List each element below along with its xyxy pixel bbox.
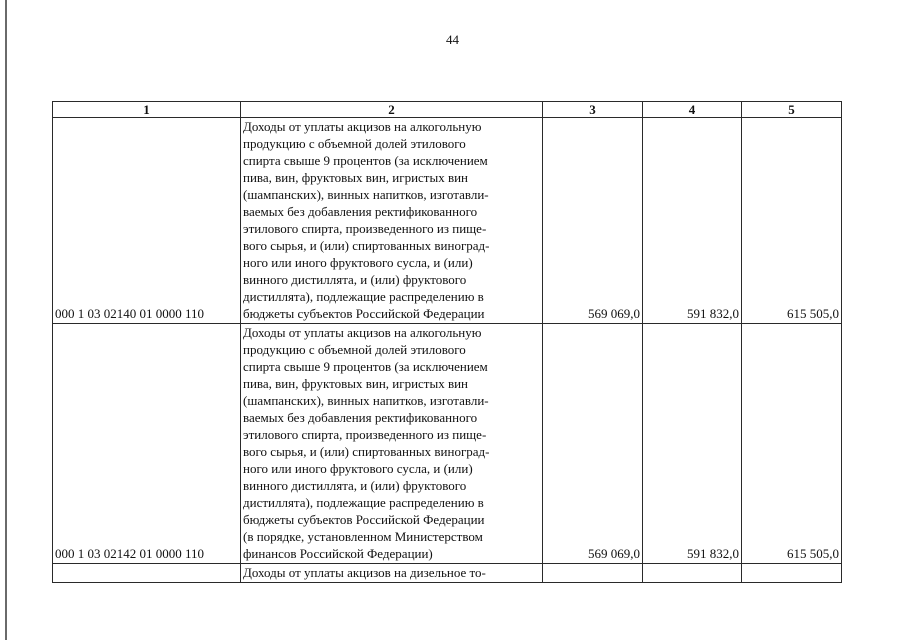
column-header-3: 3 — [543, 102, 643, 118]
page-number: 44 — [446, 32, 459, 47]
revenue-table — [52, 101, 842, 583]
table-row — [53, 324, 842, 564]
amount-cell-col3 — [543, 564, 643, 583]
table-row — [53, 564, 842, 583]
budget-code-cell: 000 1 03 02142 01 0000 110 — [53, 324, 241, 564]
amount-cell-col4: 591 832,0 — [643, 118, 742, 324]
table-row — [53, 118, 842, 324]
header-row — [53, 102, 842, 118]
income-name-cell: Доходы от уплаты акцизов на дизельное то- — [241, 564, 543, 583]
amount-cell-col5: 615 505,0 — [742, 324, 842, 564]
income-name-cell: Доходы от уплаты акцизов на алкогольную продукцию с объемной долей этилового спирта свыше 9 процентов (за исключением пива, вин, фруктовых вин, игристых вин (шампанских), винных напитков, изготавли- ваемых без добавления ректификованного этилового спирта, произведенного из пище- вого сырья, и (или) спиртованных виноград- ного или иного фруктового сусла, и (или) винного дистиллята, и (или) фруктового дистиллята), подлежащие распределению в бюджеты субъектов Российской Федерации (в порядке, установленном Министерством финансов Российской Федерации) — [241, 324, 543, 564]
column-header-4: 4 — [643, 102, 742, 118]
amount-cell-col3: 569 069,0 — [543, 324, 643, 564]
column-header-5: 5 — [742, 102, 842, 118]
column-header-2: 2 — [241, 102, 543, 118]
amount-cell-col5 — [742, 564, 842, 583]
column-header-1: 1 — [53, 102, 241, 118]
amount-cell-col4 — [643, 564, 742, 583]
amount-cell-col3: 569 069,0 — [543, 118, 643, 324]
budget-code-cell — [53, 564, 241, 583]
income-name-cell: Доходы от уплаты акцизов на алкогольную продукцию с объемной долей этилового спирта свыше 9 процентов (за исключением пива, вин, фруктовых вин, игристых вин (шампанских), винных напитков, изготавли- ваемых без добавления ректификованного этилового спирта, произведенного из пище- вого сырья, и (или) спиртованных виноград- ного или иного фруктового сусла, и (или) винного дистиллята, и (или) фруктового дистиллята), подлежащие распределению в бюджеты субъектов Российской Федерации — [241, 118, 543, 324]
budget-code-cell: 000 1 03 02140 01 0000 110 — [53, 118, 241, 324]
amount-cell-col4: 591 832,0 — [643, 324, 742, 564]
amount-cell-col5: 615 505,0 — [742, 118, 842, 324]
page-left-edge — [5, 0, 7, 640]
